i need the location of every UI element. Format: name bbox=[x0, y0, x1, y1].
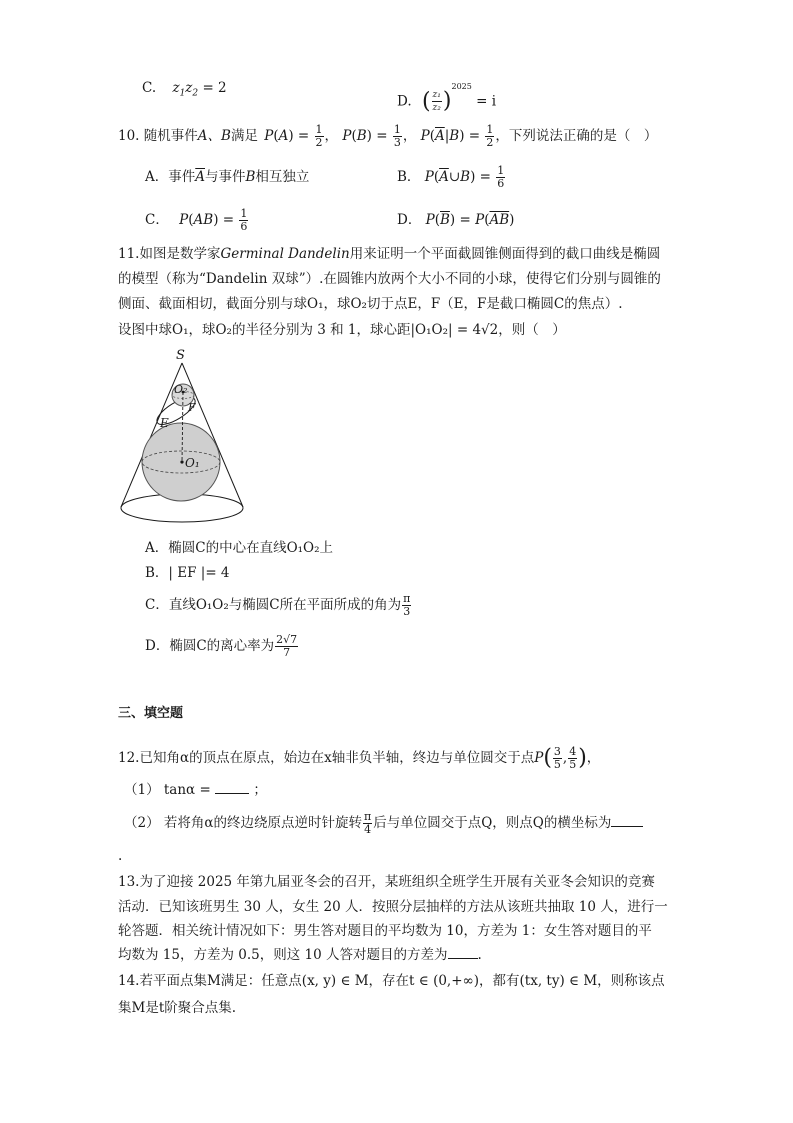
q12-part1: （1） tanα = ； bbox=[124, 782, 267, 798]
q12-answer-blank-1[interactable] bbox=[215, 781, 249, 794]
q11-option-b: B．| EF |= 4 bbox=[145, 565, 230, 581]
q13-line1: 13.为了迎接 2025 年第九届亚冬会的召开，某班组织全班学生开展有关亚冬会知识的竞赛 bbox=[118, 874, 655, 890]
q13-line4: 均数为 15，方差为 0.5，则这 10 人答对题目的方差为 . bbox=[118, 947, 482, 963]
q12-part2: （2） 若将角α的终边绕原点逆时针旋转 $\frac{\pi}{4}$ 后与单位圆交于点Q，则点Q的横坐标为 bbox=[124, 808, 643, 838]
q14-line2: 集M是t阶聚合点集. bbox=[118, 1000, 237, 1016]
q10-option-d: D． $P(\overline{B}) = P(\overline{AB})$ bbox=[397, 212, 515, 228]
q13-line3: 轮答题．相关统计情况如下：男生答对题目的平均数为 10，方差为 1：女生答对题目的平 bbox=[118, 923, 652, 939]
q11-option-c: C．直线O₁O₂与椭圆C所在平面所成的角为 $\frac{\pi}{3}$ bbox=[145, 592, 411, 618]
q10-option-b: B． $P(\overline{A}\cup B)$ = $\frac{1}{6}$ bbox=[397, 164, 505, 190]
label-o1: O₁ bbox=[185, 456, 200, 470]
center-o1 bbox=[180, 460, 183, 463]
q11-line1: 11.如图是数学家Germinal Dandelin用来证明一个平面截圆锥侧面得到的截口曲线是椭圆 bbox=[118, 246, 661, 262]
label-e: E bbox=[160, 416, 169, 430]
q13-line2: 活动．已知该班男生 30 人，女生 20 人．按照分层抽样的方法从该班共抽取 10 人，进行一 bbox=[118, 899, 668, 915]
label-f: F bbox=[188, 401, 196, 414]
q10-option-a: A．事件$\overline{A}$与事件B相互独立 bbox=[145, 169, 310, 185]
q9-option-c: C. $z_1z_2 = 2$ bbox=[142, 80, 227, 99]
dandelin-spheres-figure bbox=[116, 345, 250, 537]
q11-line2: 的模型（称为“Dandelin 双球”）.在圆锥内放两个大小不同的小球，使得它们分别与圆锥的 bbox=[118, 271, 661, 287]
q11-line3: 侧面、截面相切，截面分别与球O₁，球O₂切于点E，F（E，F是截口椭圆C的焦点）. bbox=[118, 296, 623, 312]
q10-option-c: C． P(AB) = $\frac{1}{6}$ bbox=[145, 207, 248, 233]
q9-option-d: D. ( $\frac{\text{z₁}}{\text{z₂}}$ )$^{2025}$ = i bbox=[397, 82, 497, 114]
q12-trailing-dot: . bbox=[118, 848, 123, 864]
section-title-fill-in: 三、填空题 bbox=[118, 706, 184, 721]
label-s: S bbox=[176, 348, 185, 363]
q11-option-a: A．椭圆C的中心在直线O₁O₂上 bbox=[145, 540, 334, 556]
q12-answer-blank-2[interactable] bbox=[611, 814, 643, 827]
q12-stem: 12.已知角α的顶点在原点，始边在x轴非负半轴，终边与单位圆交于点P( $\frac{3}{5}$ , $\frac{4}{5}$ )， bbox=[118, 745, 601, 771]
q11-option-d: D．椭圆C的离心率为 $\frac{2√7}{7}$ bbox=[145, 633, 298, 659]
q10-stem: 10. 随机事件A、B满足 P(A) = $\frac{1}{2}$ ， P(B) = $\frac{1}{3}$ ， $P(\overline{A}|B)$ = $\frac{1}{2}$ ，下列说法正确的是（ ） bbox=[118, 123, 658, 149]
q13-answer-blank[interactable] bbox=[448, 946, 478, 959]
q11-line4: 设图中球O₁，球O₂的半径分别为 3 和 1，球心距|O₁O₂| = 4√2，则（ ） bbox=[118, 322, 566, 338]
q14-line1: 14.若平面点集M满足：任意点(x, y) ∈ M，存在t ∈ (0,+∞)，都有(tx, ty) ∈ M，则称该点 bbox=[118, 973, 665, 989]
label-o2: O₂ bbox=[174, 383, 188, 396]
